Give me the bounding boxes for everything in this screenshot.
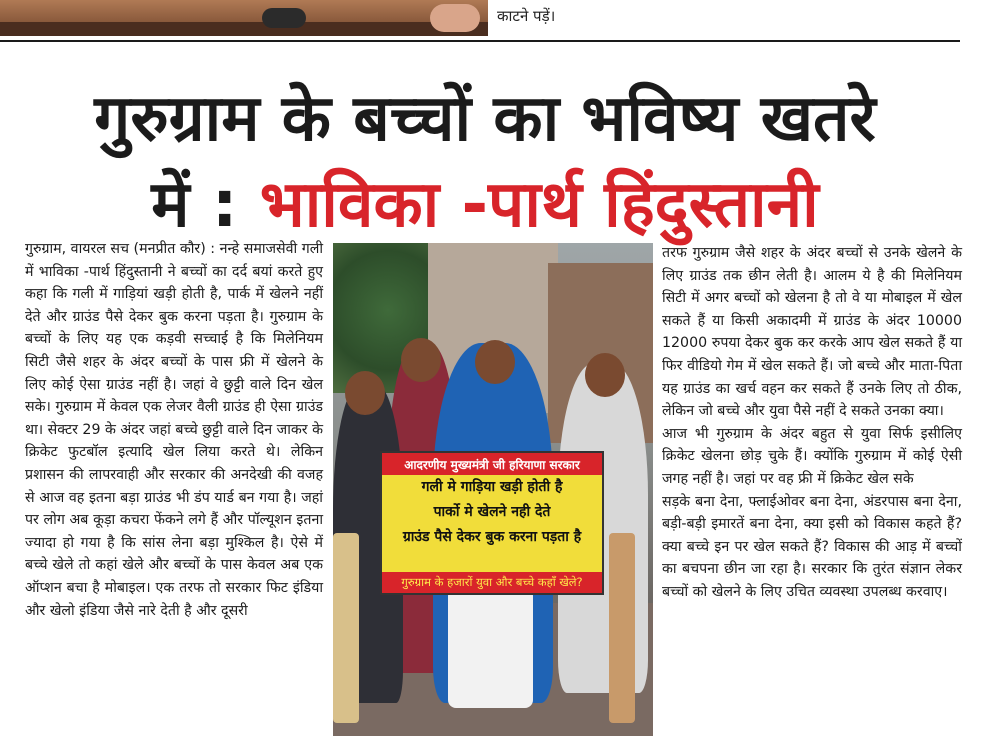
headline-line-1: गुरुग्राम के बच्चों का भविष्य खतरे (94, 82, 876, 157)
article-column-right (662, 242, 962, 604)
headline-line-2 (20, 161, 950, 249)
headline-line-2-prefix: में : (151, 168, 260, 243)
banner-header: आदरणीय मुख्यमंत्री जी हरियाणा सरकार (382, 453, 602, 475)
right-column-para-2: आज भी गुरुग्राम के अंदर बहुत से युवा सिर्फ इसीलिए क्रिकेट खेलना छोड़ चुके हैं। क्योंकि गुरुग्राम में कोई ऐसी जगह नहीं है। जहां पर वह फ्री में क्रिकेट खेल सके (662, 425, 962, 487)
cricket-bat-left (333, 533, 359, 723)
banner-line-3: ग्राउंड पैसे देकर बुक करना पड़ता है (402, 529, 582, 545)
photo-head-1 (345, 371, 385, 415)
headline-line-2-names: भाविका -पार्थ हिंदुस्तानी (259, 168, 819, 243)
top-strip-photo (0, 0, 488, 36)
banner-line-1: गली मे गाड़िया खड़ी होती है (421, 479, 563, 495)
desk-object (262, 8, 306, 28)
banner-footer: गुरुग्राम के हजारों युवा और बच्चे कहाँ खेले? (382, 572, 602, 593)
cricket-bat-right (609, 533, 635, 723)
article-column-left (25, 238, 323, 622)
cricket-pads (448, 588, 533, 708)
protest-banner (380, 451, 604, 595)
previous-article-tail: काटने पड़ें। (497, 7, 556, 25)
right-column-para-1: तरफ गुरुग्राम जैसे शहर के अंदर बच्चों से उनके खेलने के लिए ग्राउंड तक छीन लेती है। आलम ये है की मिलेनियम सिटी में अगर बच्चों को खेलना है तो वे या मोबाइल में खेल सकते हैं या किसी अकादमी में ग्राउंड के अंदर 10000 12000 रुपया देकर बुक कर करके आप खेल सकते हैं या फिर वीडियो गेम में खेल सकते हैं। जो बच्चे और माता-पिता यह ग्राउंड का खर्च वहन कर सकते हैं उनके लिए तो ठीक, लेकिन जो बच्चे और युवा पैसे नहीं दे सकते उनका क्या। (662, 245, 962, 420)
right-column-para-3: सड़के बना देना, फ्लाईओवर बना देना, अंडरपास बना देना, बड़ी-बड़ी इमारतें बना देना, क्या इसी को विकास कहते हैं? क्या बच्चे इन पर खेल सकते हैं? विकास की आड़ में बच्चों का बचपना छीन जा रहा है। सरकार कि तुरंत संज्ञान लेकर बच्चों को खेलने के लिए उचित व्यवस्था उपलब्ध करवाए। (662, 493, 962, 600)
desk-shape (0, 22, 488, 36)
article-photo (333, 243, 653, 736)
hand-shape (430, 4, 480, 32)
headline (20, 75, 950, 249)
banner-line-2: पार्को मे खेलने नही देते (433, 504, 551, 520)
photo-head-3 (475, 340, 515, 384)
photo-head-4 (585, 353, 625, 397)
left-column-text: गुरुग्राम, वायरल सच (मनप्रीत कौर) : नन्हे समाजसेवी गली में भाविका -पार्थ हिंदुस्तानी ने बच्चों का दर्द बयां करते हुए कहा कि गली में गाड़ियां खड़ी होती है, पार्क में खेलने नहीं देते और ग्राउंड पैसे देकर बुक करना पड़ता है। गुरुग्राम के बच्चों के लिए यह एक कड़वी सच्चाई है कि मिलेनियम सिटी जैसे शहर के अंदर बच्चों के पास फ्री में खेलने के लिए कोई ऐसा ग्राउंड नहीं है। जहां वे छुट्टी वाले दिन खेल सके। गुरुग्राम में केवल एक लेजर वैली ग्राउंड ही ऐसा ग्राउंड था। सेक्टर 29 के अंदर जहां बच्चे छुट्टी वाले दिन जाकर के क्रिकेट फुटबॉल इत्यादि खेल लिया करते थे। लेकिन प्रशासन की लापरवाही और सरकार की अनदेखी की वजह से आज वह इतना बड़ा ग्राउंड भी डंप यार्ड बन गया है। जहां पर लोग अब कूड़ा कचरा फेंकने लगे हैं और पॉल्यूशन इतना ज्यादा हो गया है कि सांस लेना बड़ा मुश्किल है। ऐसे में बच्चे खेले तो कहां खेले और बच्चों के पास केवल अब एक ऑप्शन बचा है मोबाइल। एक तरफ तो सरकार फिट इंडिया और खेलो इंडिया जैसे नारे देती है और दूसरी (25, 241, 323, 619)
photo-head-2 (401, 338, 441, 382)
top-divider (0, 40, 960, 42)
